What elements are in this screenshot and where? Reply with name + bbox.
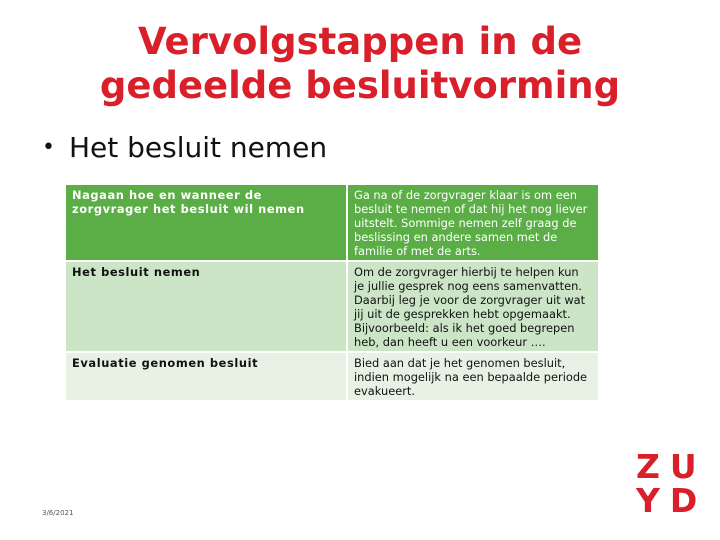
table-row xyxy=(65,352,599,401)
title-line-2: gedeelde besluitvorming xyxy=(99,64,621,107)
step-label: Evaluatie genomen besluit xyxy=(72,356,259,370)
table-cell-step xyxy=(65,261,347,352)
title-line-1: Vervolgstappen in de xyxy=(137,20,583,63)
table-cell-step xyxy=(65,352,347,401)
slide-title xyxy=(40,20,680,108)
step-label: Nagaan hoe en wanneer de zorgvrager het besluit wil nemen xyxy=(72,188,305,216)
table-row xyxy=(65,184,599,261)
logo-line-2: YD xyxy=(636,481,708,520)
zuyd-logo xyxy=(636,447,708,520)
table-row xyxy=(65,261,599,352)
bullet-item xyxy=(42,130,327,166)
bullet-dot-icon: • xyxy=(42,135,55,160)
table-cell-description: Bied aan dat je het genomen besluit, indien mogelijk na een bepaalde periode evakueert. xyxy=(347,352,599,401)
bullet-text: Het besluit nemen xyxy=(68,131,328,164)
table-cell-description: Ga na of de zorgvrager klaar is om een besluit te nemen of dat hij het nog liever uitstelt. Sommige nemen zelf graag de beslissing en andere samen met de familie of met de arts. xyxy=(347,184,599,261)
steps-table xyxy=(64,183,600,402)
table-cell-description: Om de zorgvrager hierbij te helpen kun je jullie gesprek nog eens samenvatten. Daarbij leg je voor de zorgvrager uit wat jij uit de gesprekken hebt opgemaakt. Bijvoorbeeld: als ik het goed begrepen heb, dan heeft u een voorkeur …. xyxy=(347,261,599,352)
logo-line-1: ZU xyxy=(636,447,707,486)
table-cell-step xyxy=(65,184,347,261)
slide-date: 3/6/2021 xyxy=(42,509,74,517)
step-label: Het besluit nemen xyxy=(72,265,201,279)
